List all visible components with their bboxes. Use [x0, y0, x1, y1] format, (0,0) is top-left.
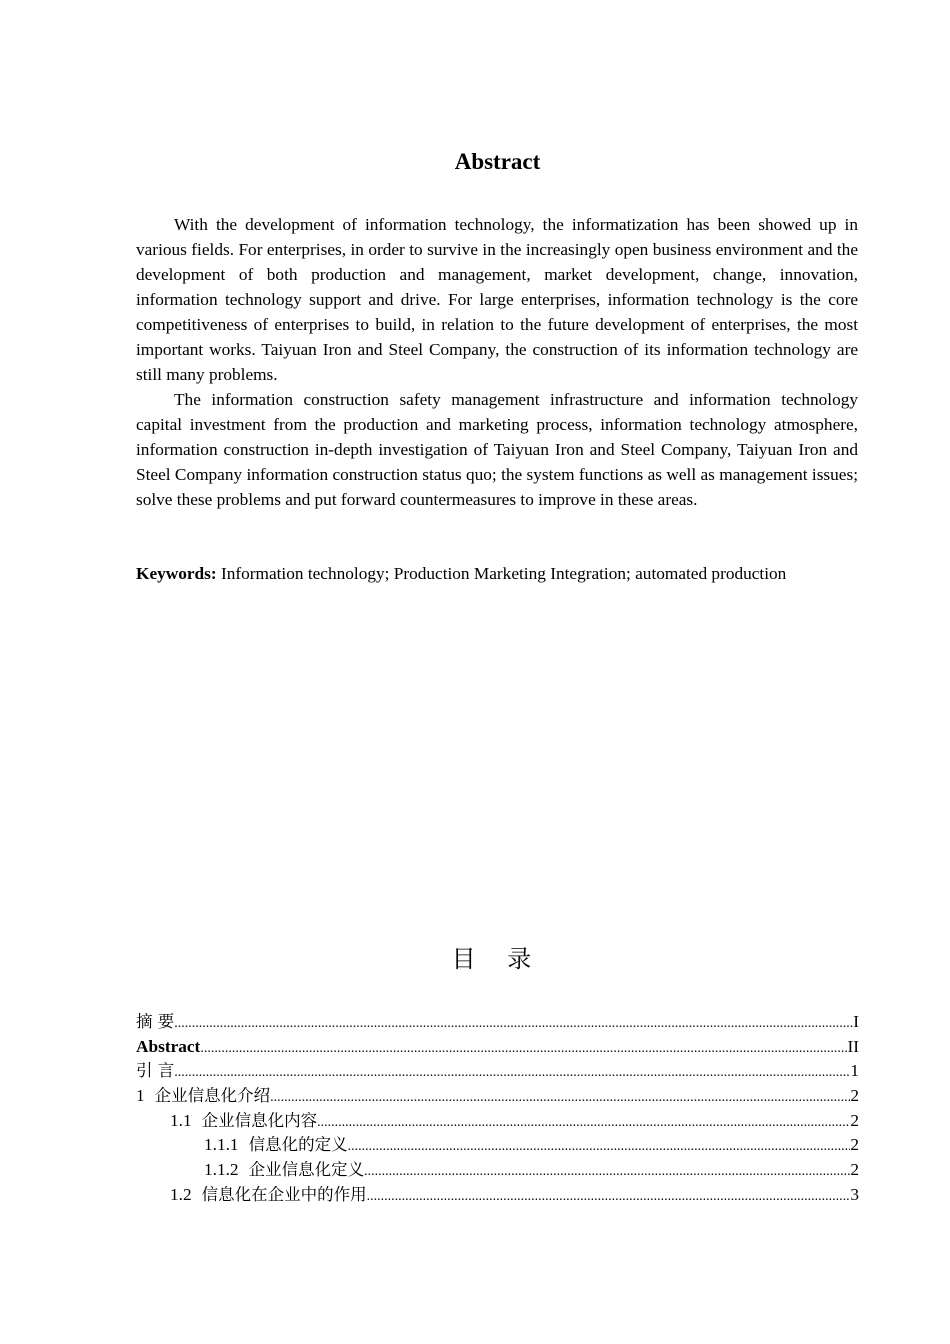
- toc-entry-page: 2: [850, 1135, 859, 1155]
- toc-entry-page: II: [847, 1036, 859, 1056]
- toc-entry-chapter-1[interactable]: [136, 1084, 859, 1109]
- toc-leader-dots: [367, 1185, 851, 1208]
- toc-entry-title: 信息化在企业中的作用: [201, 1184, 367, 1204]
- toc-leader-dots: [348, 1135, 851, 1158]
- abstract-body: [136, 212, 858, 512]
- toc-entry-label: 摘 要: [136, 1012, 175, 1031]
- toc-entry-section-1-1-1[interactable]: [136, 1133, 859, 1158]
- toc-entry-number: 1: [136, 1086, 145, 1106]
- toc-entry-page: 2: [850, 1160, 859, 1180]
- toc-entry-title: 企业信息化介绍: [154, 1086, 271, 1106]
- toc-entry-label: [204, 1158, 364, 1183]
- toc-entry-introduction[interactable]: [136, 1059, 859, 1084]
- toc-entry-page: 2: [850, 1110, 859, 1130]
- toc-entry-abstract-en[interactable]: [136, 1035, 859, 1060]
- toc-entry-label: [170, 1183, 367, 1208]
- toc-leader-dots: [317, 1111, 850, 1134]
- toc-entry-section-1-1[interactable]: [136, 1109, 859, 1134]
- toc-entry-label: 引 言: [136, 1061, 175, 1081]
- toc-entry-number: 1.1.1: [204, 1135, 239, 1155]
- toc-entry-page: 3: [850, 1184, 859, 1204]
- abstract-paragraph-2: The information construction safety management infrastructure and information technology capital investment from the production and marketing process, information technology atmosphere, information construction in-depth investigation of Taiyuan Iron and Steel Company, Taiyuan Iron and Steel Company information construction status quo; the system functions as well as management issues; solve these problems and put forward countermeasures to improve in these areas.: [136, 390, 858, 509]
- toc-entry-number: 1.2: [170, 1184, 192, 1204]
- toc-entry-title: 信息化的定义: [248, 1135, 348, 1155]
- toc-entry-label: [170, 1109, 317, 1134]
- toc-entry-label: [136, 1084, 270, 1109]
- toc-entry-title: 企业信息化定义: [248, 1160, 365, 1180]
- toc-entry-abstract-cn[interactable]: [136, 1010, 859, 1035]
- keywords-label: Keywords:: [136, 564, 217, 583]
- toc-leader-dots: [270, 1086, 850, 1109]
- toc-entry-title: 企业信息化内容: [201, 1110, 318, 1130]
- toc-leader-dots: [174, 1061, 850, 1084]
- keywords-text: Information technology; Production Marketing Integration; automated production: [216, 564, 787, 583]
- table-of-contents: [136, 1010, 859, 1208]
- toc-entry-page: 1: [850, 1061, 859, 1081]
- toc-entry-label: [204, 1133, 348, 1158]
- keywords-line: [136, 561, 866, 586]
- toc-entry-number: 1.1: [170, 1110, 192, 1130]
- toc-title: 目 录: [451, 945, 544, 973]
- toc-leader-dots: [174, 1012, 853, 1035]
- toc-entry-section-1-1-2[interactable]: [136, 1158, 859, 1183]
- abstract-title: Abstract: [454, 149, 541, 174]
- toc-entry-page: 2: [850, 1086, 859, 1106]
- toc-entry-label: Abstract: [136, 1036, 201, 1056]
- toc-leader-dots: [200, 1037, 847, 1060]
- toc-leader-dots: [364, 1160, 850, 1183]
- toc-entry-section-1-2[interactable]: [136, 1183, 859, 1208]
- toc-entry-number: 1.1.2: [204, 1160, 239, 1180]
- toc-entry-page: I: [853, 1012, 859, 1031]
- abstract-paragraph-1: With the development of information technology, the informatization has been showed up in various fields. For enterprises, in order to survive in the increasingly open business environment and the development of both production and management, market development, change, innovation, information technology support and drive. For large enterprises, information technology is the core competitiveness of enterprises to build, in relation to the future development of enterprises, the most important works. Taiyuan Iron and Steel Company, the construction of its information technology are still many problems.: [136, 215, 858, 384]
